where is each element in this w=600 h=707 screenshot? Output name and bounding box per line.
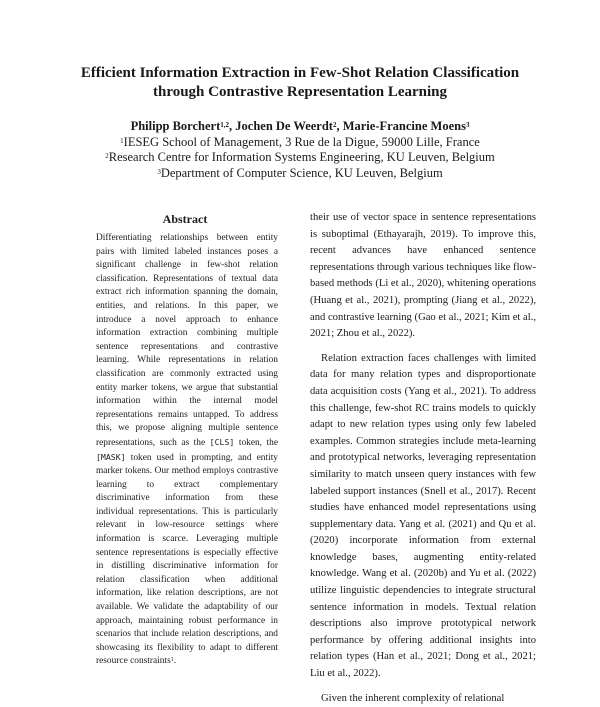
title-line-2: through Contrastive Representation Learning (152, 84, 448, 100)
abstract-body: Differentiating relationships between entity pairs with limited labeled instances poses a significant challenge in few-shot relation classification. Representations of textual data extract rich information spanning the domain, entities, and relations. In this paper, we introduce a novel approach to enhance information extraction combining multiple sentence representations and contrastive learning. While representations in relation classification are commonly extracted using entity marker tokens, we argue that substantial information within the internal model representations remains untapped. To address this, we propose aligning multiple sentence representations, such as the [CLS] token, the [MASK] token used in prompting, and entity marker tokens. Our method employs contrastive learning to extract complementary discriminative information from these individual representations. This is particularly relevant in low-resource settings where information is scarce. Leveraging multiple sentence representations is especially effective in distilling discriminative information for relation classification when additional information, like relation descriptions, are not available. We validate the adaptability of our approach, maintaining robust performance in scenarios that include relation descriptions, and showcasing its flexibility to adapt to different resource constraints$^1$. (96, 233, 278, 667)
affiliation: $^3$Department of Computer Science, KU Leuven, Belgium (157, 165, 443, 180)
mask-token: [MASK] (96, 451, 126, 462)
paper-title (0, 64, 600, 102)
paragraph: their use of vector space in sentence representations is suboptimal (Ethayarajh, 2019). To improve this, recent advances have enhanced sentence representations through various techniques like flow-based methods (Li et al., 2020), whitening operations (Huang et al., 2021), prompting (Jiang et al., 2022), and contrastive learning (Gao et al., 2021; Kim et al., 2021; Zhou et al., 2022). (310, 212, 536, 340)
paragraph: Relation extraction faces challenges with limited data for many relation types and disproportionate data acquisition costs (Yang et al., 2021). To address this challenge, few-shot RC trains models to quickly adapt to new relation types using only few labeled examples. Common strategies include meta-learning and prototypical networks, leveraging representation similarity to match unseen query instances with few labeled support instances (Snell et al., 2017). Recent studies have enhanced model representations using supplementary data. Yang et al. (2021) and Qu et al. (2020) incorporate information from external knowledge bases, augmenting entity-related knowledge. Wang et al. (2020b) and Yu et al. (2022) utilize linguistic dependencies to integrate structural sentence information in models. Textual relation descriptions also improve prototypical network performance by offering additional insights into relation types (Han et al., 2021; Dong et al., 2021; Liu et al., 2022). (310, 352, 536, 680)
abstract-heading: Abstract (162, 212, 208, 226)
author-affiliation-mark: 2 (332, 121, 337, 129)
title-line-1: Efficient Information Extraction in Few-Shot Relation Classification (80, 65, 520, 81)
affiliation: $^2$Research Centre for Information Systems Engineering, KU Leuven, Belgium (105, 150, 495, 164)
paragraph: Given the inherent complexity of relational (321, 692, 505, 704)
cls-token: [CLS] (209, 436, 235, 447)
author-name: Marie-Francine Moens (342, 119, 466, 133)
author-affiliation-mark: 1,2 (220, 121, 230, 129)
author-affiliation-mark: 3 (465, 121, 470, 129)
author-names: Philipp Borchert$^{1,2}$, Jochen De Weerdt$^2$, Marie-Francine Moens$^3$ (130, 119, 470, 133)
footnote-mark: 1 (170, 657, 174, 664)
author-name: Jochen De Weerdt (235, 119, 333, 133)
author-name: Philipp Borchert (130, 119, 221, 133)
author-block (0, 119, 600, 181)
right-column (310, 210, 536, 707)
affiliation: $^1$IESEG School of Management, 3 Rue de la Digue, 59000 Lille, France (120, 134, 480, 149)
